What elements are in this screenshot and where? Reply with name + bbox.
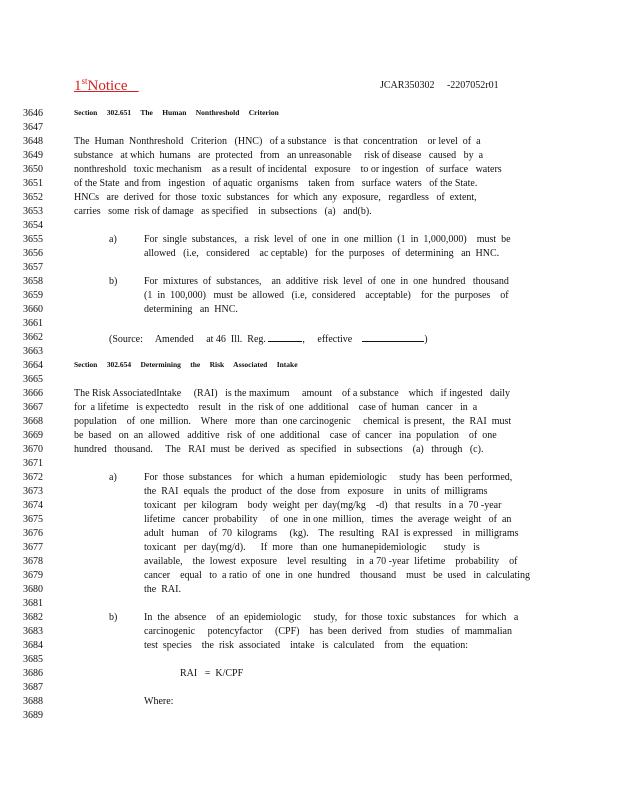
section-302-654-heading: Section 302.654 Determining the Risk Associated Intake	[74, 360, 298, 369]
section-651-paragraph-line: HNCs are derived for those toxic substances for which any exposure, regardless of extent,	[74, 192, 477, 203]
line-number: 3653	[23, 206, 43, 217]
line-number: 3689	[23, 710, 43, 721]
source-mid: , effective	[302, 334, 353, 345]
where-label: Where:	[144, 696, 174, 707]
section-651-paragraph-line: substance at which humans are protected from an unreasonable risk of disease caused by a	[74, 150, 484, 161]
subsection-a-line: cancer equal to a ratio of one in one hundred thousand must be used in calculating	[144, 570, 531, 581]
line-number: 3660	[23, 304, 43, 315]
line-number: 3678	[23, 556, 43, 567]
subsection-a-line: available, the lowest exposure level resulting in a 70 -year lifetime probability of	[144, 556, 518, 567]
source-note	[109, 332, 428, 345]
subsection-a-line: adult human of 70 kilograms (kg). The resulting RAI is expressed in milligrams	[144, 528, 519, 539]
line-number: 3669	[23, 430, 43, 441]
subsection-a-line: lifetime cancer probability of one in one million, times the average weight of an	[144, 514, 512, 525]
line-number: 3647	[23, 122, 43, 133]
line-number: 3677	[23, 542, 43, 553]
subsection-b-marker: b)	[109, 612, 118, 623]
line-number: 3649	[23, 150, 43, 161]
line-number: 3657	[23, 262, 43, 273]
subsection-a-line: For single substances, a risk level of one in one million (1 in 1,000,000) must be	[144, 234, 511, 245]
section-302-651-heading: Section 302.651 The Human Nonthreshold Criterion	[74, 108, 279, 117]
notice-suffix: st	[81, 76, 88, 86]
notice-word: Notice	[87, 78, 128, 94]
line-number: 3681	[23, 598, 43, 609]
line-number: 3665	[23, 374, 43, 385]
line-number: 3654	[23, 220, 43, 231]
section-654-paragraph-line: for a lifetime is expectedto result in the risk of one additional case of human cancer in a	[74, 402, 478, 413]
line-number: 3675	[23, 514, 43, 525]
section-654-paragraph-line: be based on an allowed additive risk of one additional case of cancer ina population of one	[74, 430, 497, 441]
section-654-paragraph-line: population of one million. Where more than one carcinogenic chemical is present, the RAI must	[74, 416, 512, 427]
line-number: 3682	[23, 612, 43, 623]
subsection-a-line: the RAI equals the product of the dose from exposure in units of milligrams	[144, 486, 488, 497]
section-651-paragraph-line: The Human Nonthreshold Criterion (HNC) of a substance is that concentration or level of a	[74, 136, 481, 147]
line-number: 3646	[23, 108, 43, 119]
subsection-b-line: test species the risk associated intake is calculated from the equation:	[144, 640, 469, 651]
line-number: 3676	[23, 528, 43, 539]
section-651-paragraph-line: of the State and from ingestion of aquatic organisms taken from surface waters of the State.	[74, 178, 478, 189]
document-id: JCAR350302 -2207052r01	[380, 80, 499, 91]
subsection-a-line: toxicant per day(mg/d). If more than one humanepidemiologic study is	[144, 542, 480, 553]
line-number: 3658	[23, 276, 43, 287]
line-number: 3686	[23, 668, 43, 679]
line-number: 3661	[23, 318, 43, 329]
line-number: 3666	[23, 388, 43, 399]
line-number: 3664	[23, 360, 43, 371]
subsection-a-line: allowed (i.e, considered ac ceptable) for the purposes of determining an HNC.	[144, 248, 500, 259]
line-number: 3685	[23, 654, 43, 665]
section-654-paragraph-line: hundred thousand. The RAI must be derived as specified in subsections (a) through (c).	[74, 444, 484, 455]
line-number: 3671	[23, 458, 43, 469]
line-number: 3651	[23, 178, 43, 189]
source-blank-date	[362, 332, 424, 342]
section-654-paragraph-line: The Risk AssociatedIntake (RAI) is the maximum amount of a substance which if ingested daily	[74, 388, 511, 399]
subsection-a-line: toxicant per kilogram body weight per day(mg/kg -d) that results in a 70 -year	[144, 500, 502, 511]
line-number: 3688	[23, 696, 43, 707]
line-number: 3652	[23, 192, 43, 203]
line-number: 3667	[23, 402, 43, 413]
line-number: 3655	[23, 234, 43, 245]
line-number: 3672	[23, 472, 43, 483]
subsection-b-line: In the absence of an epidemiologic study, for those toxic substances for which a	[144, 612, 519, 623]
subsection-a-line: For those substances for which a human epidemiologic study has been performed,	[144, 472, 513, 483]
notice-label	[74, 76, 139, 95]
line-number: 3656	[23, 248, 43, 259]
line-number: 3679	[23, 570, 43, 581]
notice-number: 1	[74, 78, 82, 94]
line-number: 3687	[23, 682, 43, 693]
line-number: 3680	[23, 584, 43, 595]
subsection-b-line: carcinogenic potencyfactor (CPF) has been derived from studies of mammalian	[144, 626, 512, 637]
subsection-b-marker: b)	[109, 276, 118, 287]
subsection-a-line: the RAI.	[144, 584, 181, 595]
line-number: 3663	[23, 346, 43, 357]
subsection-b-line: For mixtures of substances, an additive risk level of one in one hundred thousand	[144, 276, 509, 287]
subsection-b-line: (1 in 100,000) must be allowed (i.e, considered acceptable) for the purposes of	[144, 290, 509, 301]
line-number: 3674	[23, 500, 43, 511]
line-number: 3668	[23, 416, 43, 427]
line-number: 3670	[23, 444, 43, 455]
subsection-b-line: determining an HNC.	[144, 304, 238, 315]
source-prefix: (Source: Amended at 46 Ill. Reg.	[109, 334, 266, 345]
source-blank-reg	[268, 332, 302, 342]
line-number: 3683	[23, 626, 43, 637]
line-number: 3684	[23, 640, 43, 651]
subsection-a-marker: a)	[109, 472, 117, 483]
rai-equation: RAI = K/CPF	[180, 668, 244, 679]
line-number: 3659	[23, 290, 43, 301]
line-number: 3650	[23, 164, 43, 175]
source-end: )	[424, 334, 428, 345]
line-number: 3662	[23, 332, 43, 343]
line-number: 3673	[23, 486, 43, 497]
subsection-a-marker: a)	[109, 234, 117, 245]
section-651-paragraph-line: carries some risk of damage as specified in subsections (a) and(b).	[74, 206, 372, 217]
line-number: 3648	[23, 136, 43, 147]
section-651-paragraph-line: nonthreshold toxic mechanism as a result of incidental exposure to or ingestion of surface waters	[74, 164, 502, 175]
